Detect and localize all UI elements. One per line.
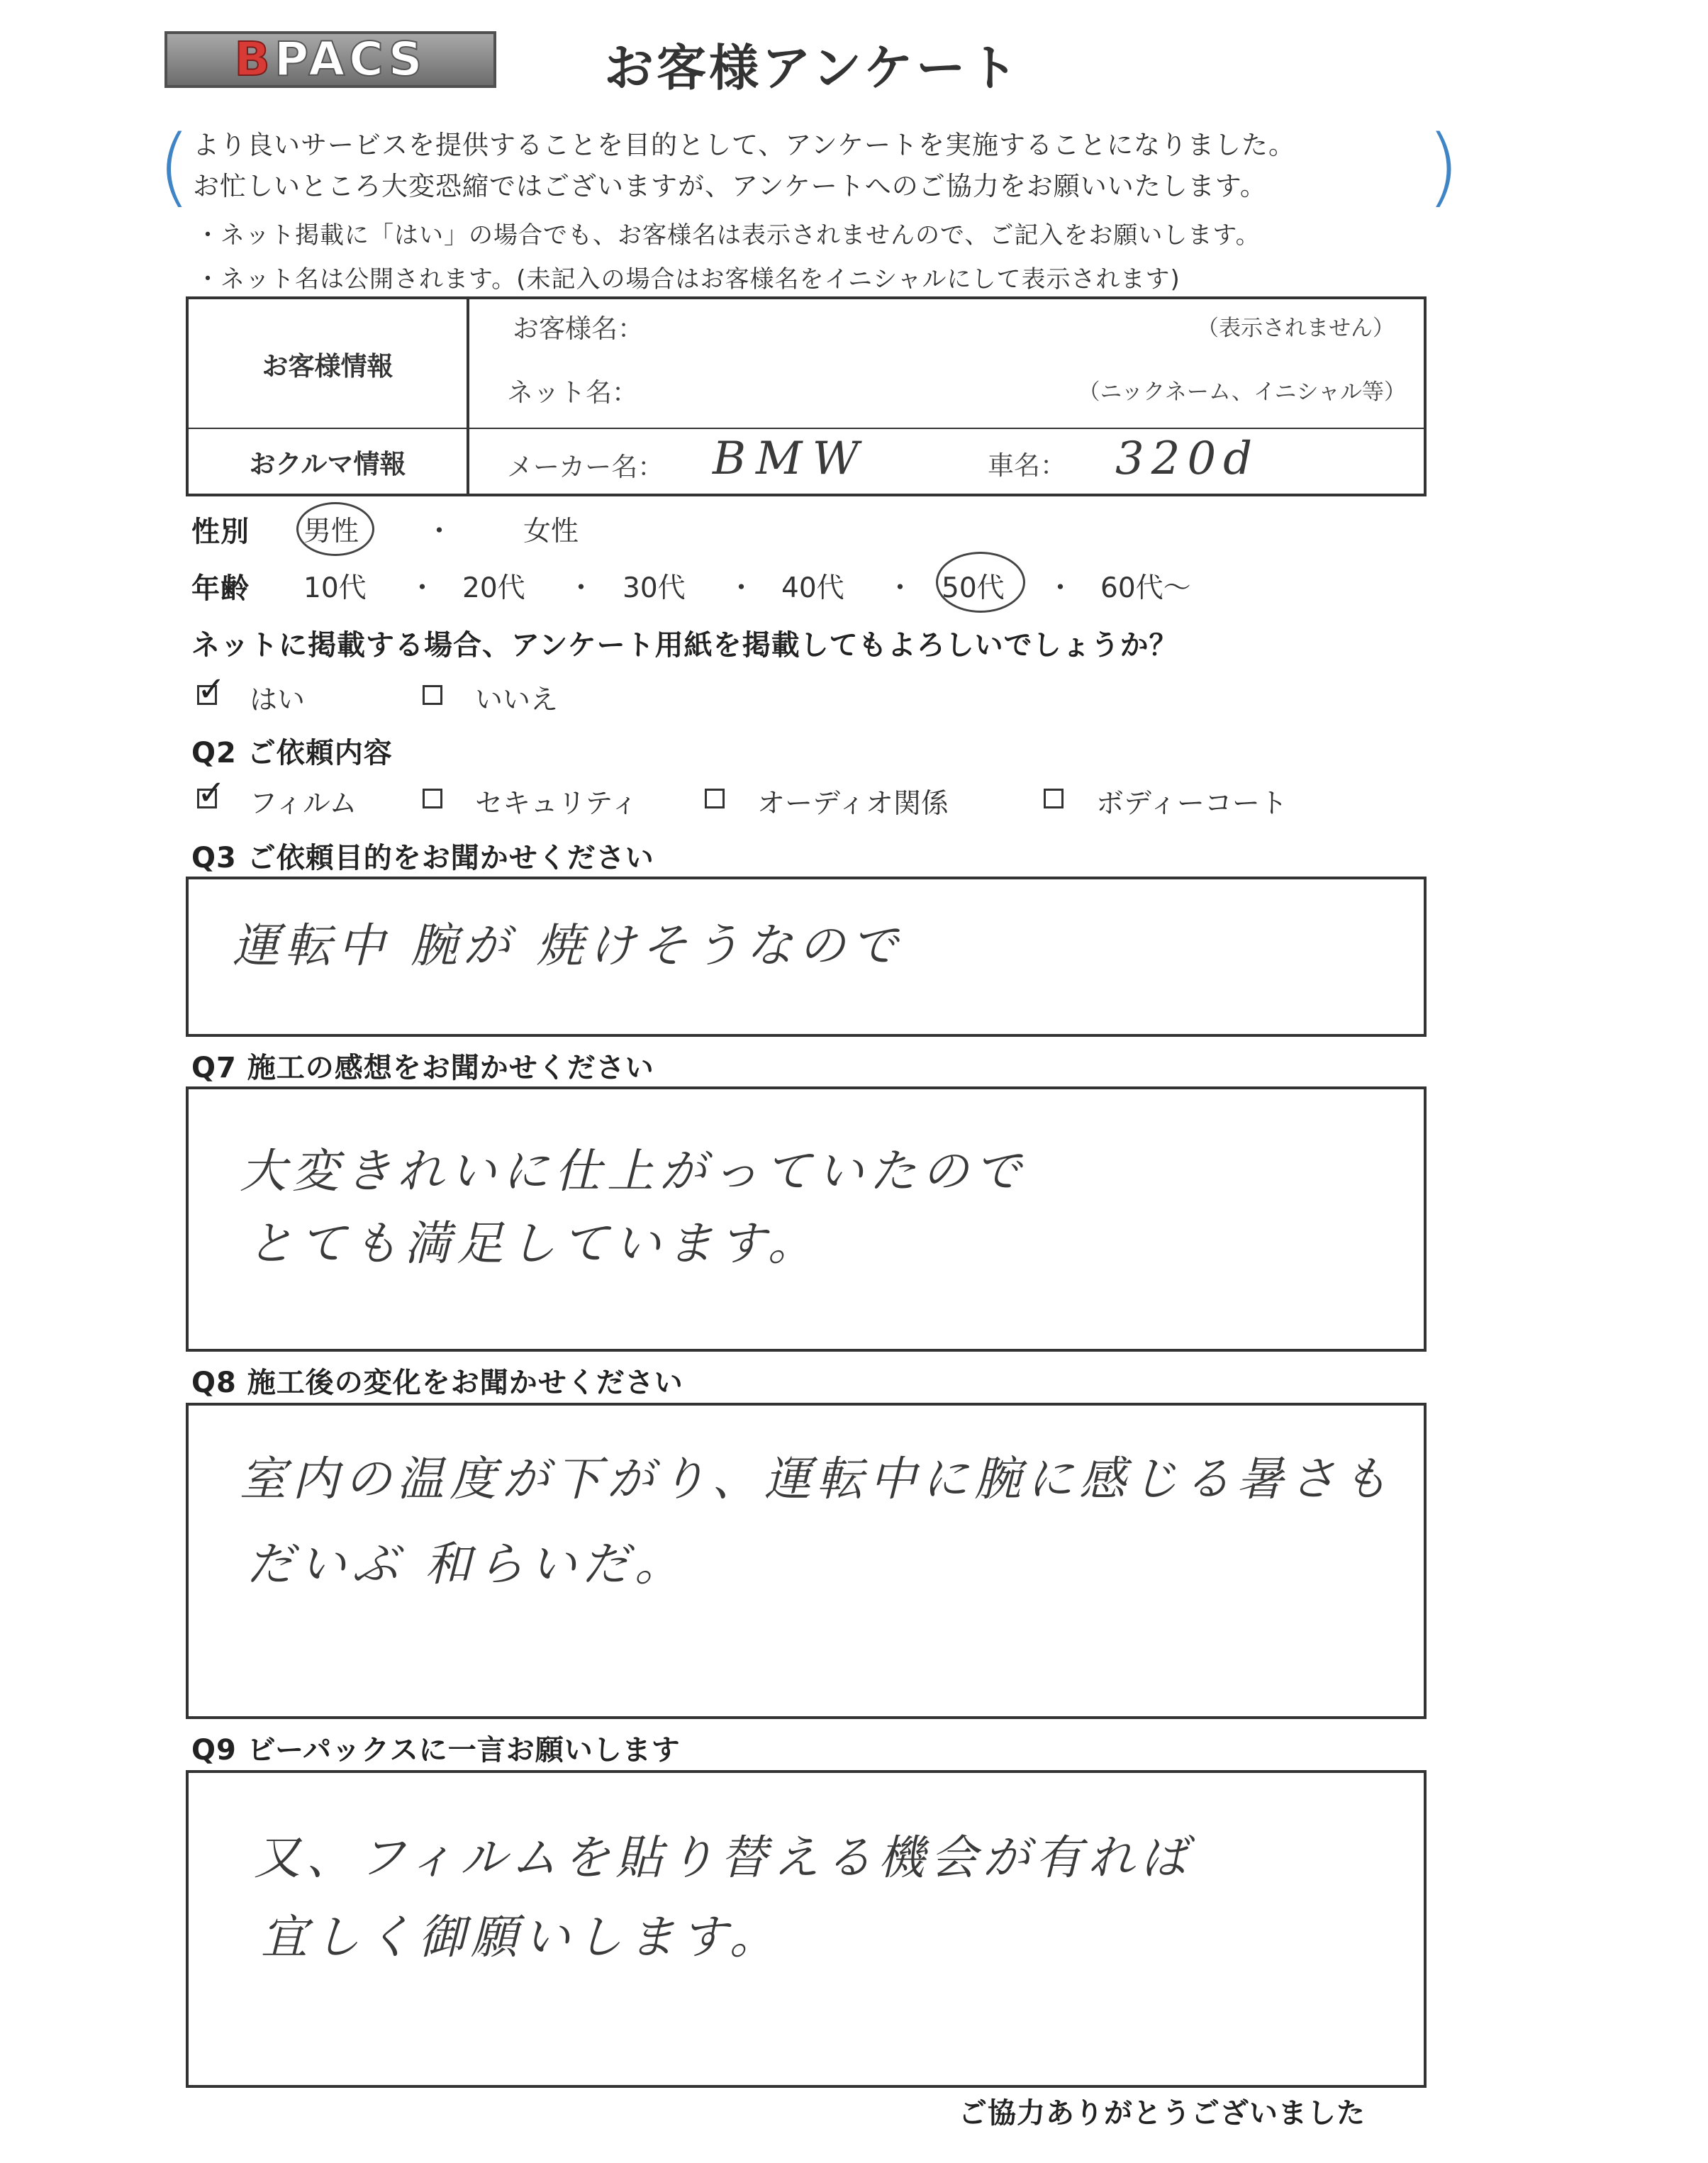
gender-separator: ・ (425, 516, 454, 547)
car-name-value: 320d (1115, 433, 1260, 485)
customer-info-table (186, 296, 1427, 496)
q9-question: Q9 ビーパックスに一言お願いします (191, 1734, 681, 1767)
q3-answer-line-1: 運転中 腕が 焼けそうなので (233, 918, 903, 973)
q2-security-checkbox[interactable] (423, 789, 442, 808)
q7-answer-line-1: 大変きれいに仕上がっていたので (240, 1144, 1027, 1199)
car-info-heading: おクルマ情報 (187, 428, 468, 495)
q2-security-label: セキュリティ (475, 788, 639, 820)
publish-yes-label: はい (250, 684, 306, 716)
car-name-label: 車名： (988, 450, 1066, 481)
q2-bodycoat-label: ボディーコート (1096, 788, 1288, 820)
q2-audio-label: オーディオ関係 (757, 788, 949, 820)
q2-bodycoat-checkbox[interactable] (1044, 789, 1064, 808)
age-option-60s: 60代〜 (1100, 572, 1191, 604)
gender-option-female: 女性 (523, 516, 579, 547)
customer-info-cell (470, 300, 1423, 427)
intro-bracket-close: ) (1427, 118, 1460, 216)
intro-note-2: ・ネット名は公開されます。(未記入の場合はお客様名をイニシャルにして表示されます) (196, 265, 1180, 294)
q3-answer-box (186, 877, 1427, 1037)
net-name-note: （ニックネーム、イニシャル等） (1078, 379, 1406, 405)
age-option-10s: 10代 (303, 572, 367, 604)
publish-no-checkbox[interactable] (423, 685, 442, 705)
maker-label: メーカー名： (507, 452, 664, 482)
q2-film-label: フィルム (250, 788, 357, 820)
intro-bracket-open: ( (157, 118, 191, 216)
age-option-20s: 20代 (462, 572, 525, 604)
q3-question: Q3 ご依頼目的をお聞かせください (191, 842, 654, 874)
logo-text: BPACS (234, 32, 427, 87)
car-info-cell (470, 430, 1423, 493)
q7-answer-box (186, 1086, 1427, 1352)
intro-line-1: より良いサービスを提供することを目的として、アンケートを実施することになりました。 (193, 130, 1296, 160)
customer-name-note: （表示されません） (1197, 316, 1395, 341)
check-mark-icon: ✓ (197, 669, 226, 709)
age-label: 年齢 (191, 572, 250, 605)
age-separator: ・ (408, 572, 437, 604)
publish-no-label: いいえ (475, 684, 559, 716)
q7-question: Q7 施工の感想をお聞かせください (191, 1052, 654, 1084)
q2-audio-checkbox[interactable] (705, 789, 725, 808)
check-mark-icon: ✓ (197, 773, 226, 813)
page-title: お客様アンケート (604, 39, 1021, 97)
q7-answer-line-2: とても満足しています。 (247, 1216, 820, 1271)
thanks-message: ご協力ありがとうございました (959, 2097, 1366, 2130)
q9-answer-line-2: 宜しく御願いします。 (261, 1910, 782, 1964)
intro-note-1: ・ネット掲載に「はい」の場合でも、お客様名は表示されませんので、ご記入をお願いします。 (196, 221, 1261, 250)
q9-answer-box (186, 1770, 1427, 2088)
q9-answer-line-1: 又、フィルムを貼り替える機会が有れば (254, 1830, 1193, 1885)
publish-question: ネットに掲載する場合、アンケート用紙を掲載してもよろしいでしょうか？ (191, 629, 1178, 662)
q8-answer-line-1: 室内の温度が下がり、運転中に腕に感じる暑さも (240, 1452, 1394, 1506)
gender-label: 性別 (191, 516, 250, 548)
age-option-40s: 40代 (781, 572, 844, 604)
age-separator: ・ (1046, 572, 1075, 604)
intro-line-2: お忙しいところ大変恐縮ではございますが、アンケートへのご協力をお願いいたします。 (193, 171, 1267, 201)
q8-answer-box (186, 1403, 1427, 1719)
q2-question: Q2 ご依頼内容 (191, 737, 393, 769)
age-option-30s: 30代 (623, 572, 686, 604)
age-separator: ・ (886, 572, 915, 604)
customer-name-label: お客様名： (513, 313, 644, 344)
q8-answer-line-2: だいぶ 和らいだ。 (247, 1537, 687, 1591)
maker-value: BMW (713, 433, 869, 485)
bpacs-logo (164, 31, 496, 88)
q8-question: Q8 施工後の変化をお聞かせください (191, 1367, 683, 1399)
net-name-label: ネット名： (507, 377, 638, 408)
customer-info-heading: お客様情報 (187, 298, 468, 428)
age-option-50s: 50代 (942, 572, 1005, 604)
gender-option-male: 男性 (303, 516, 359, 547)
age-separator: ・ (727, 572, 756, 604)
age-separator: ・ (567, 572, 596, 604)
